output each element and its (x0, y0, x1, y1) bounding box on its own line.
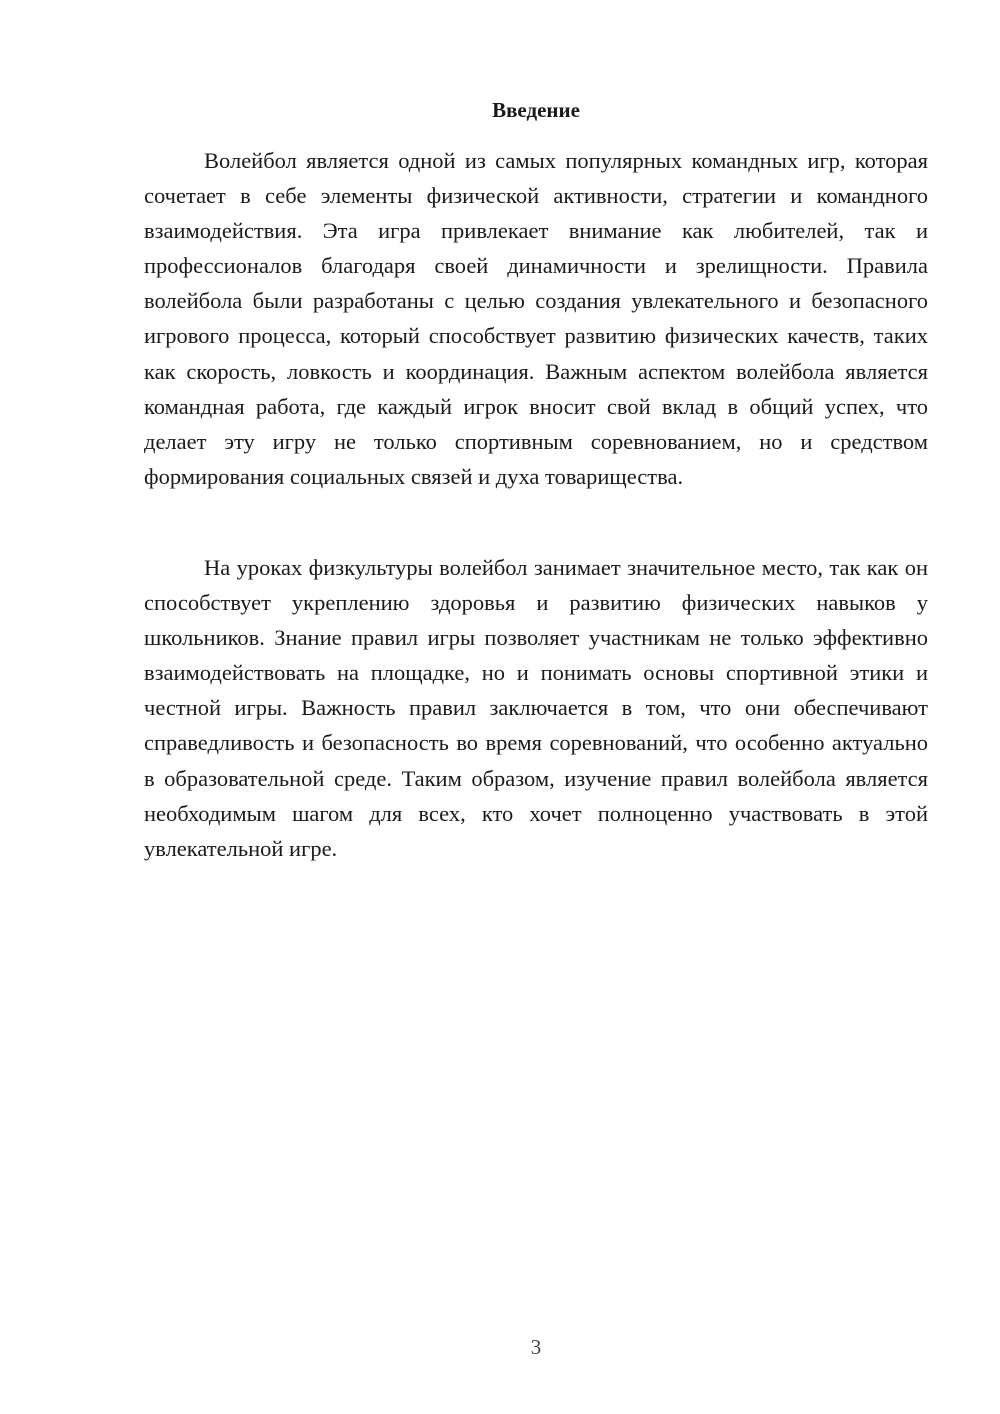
paragraph-intro: Волейбол является одной из самых популярных командных игр, которая сочетает в себе элементы физической активности, стратегии и командного взаимодействия. Эта игра привлекает внимание как любителей, так и профессионалов благодаря своей динамичности и зрелищности. Правила волейбола были разработаны с целью создания увлекательного и безопасного игрового процесса, который способствует развитию физических качеств, таких как скорость, ловкость и координация. Важным аспектом волейбола является командная работа, где каждый игрок вносит свой вклад в общий успех, что делает эту игру не только спортивным соревнованием, но и средством формирования социальных связей и духа товарищества. (144, 148, 928, 489)
section-heading: Введение (492, 98, 580, 122)
page-number: 3 (530, 1335, 542, 1359)
paragraph-lessons: На уроках физкультуры волейбол занимает значительное место, так как он способствует укреплению здоровья и развитию физических навыков у школьников. Знание правил игры позволяет участникам не только эффективно взаимодействовать на площадке, но и понимать основы спортивной этики и честной игры. Важность правил заключается в том, что они обеспечивают справедливость и безопасность во время соревнований, что особенно актуально в образовательной среде. Таким образом, изучение правил волейбола является необходимым шагом для всех, кто хочет полноценно участвовать в этой увлекательной игре. (144, 555, 928, 861)
